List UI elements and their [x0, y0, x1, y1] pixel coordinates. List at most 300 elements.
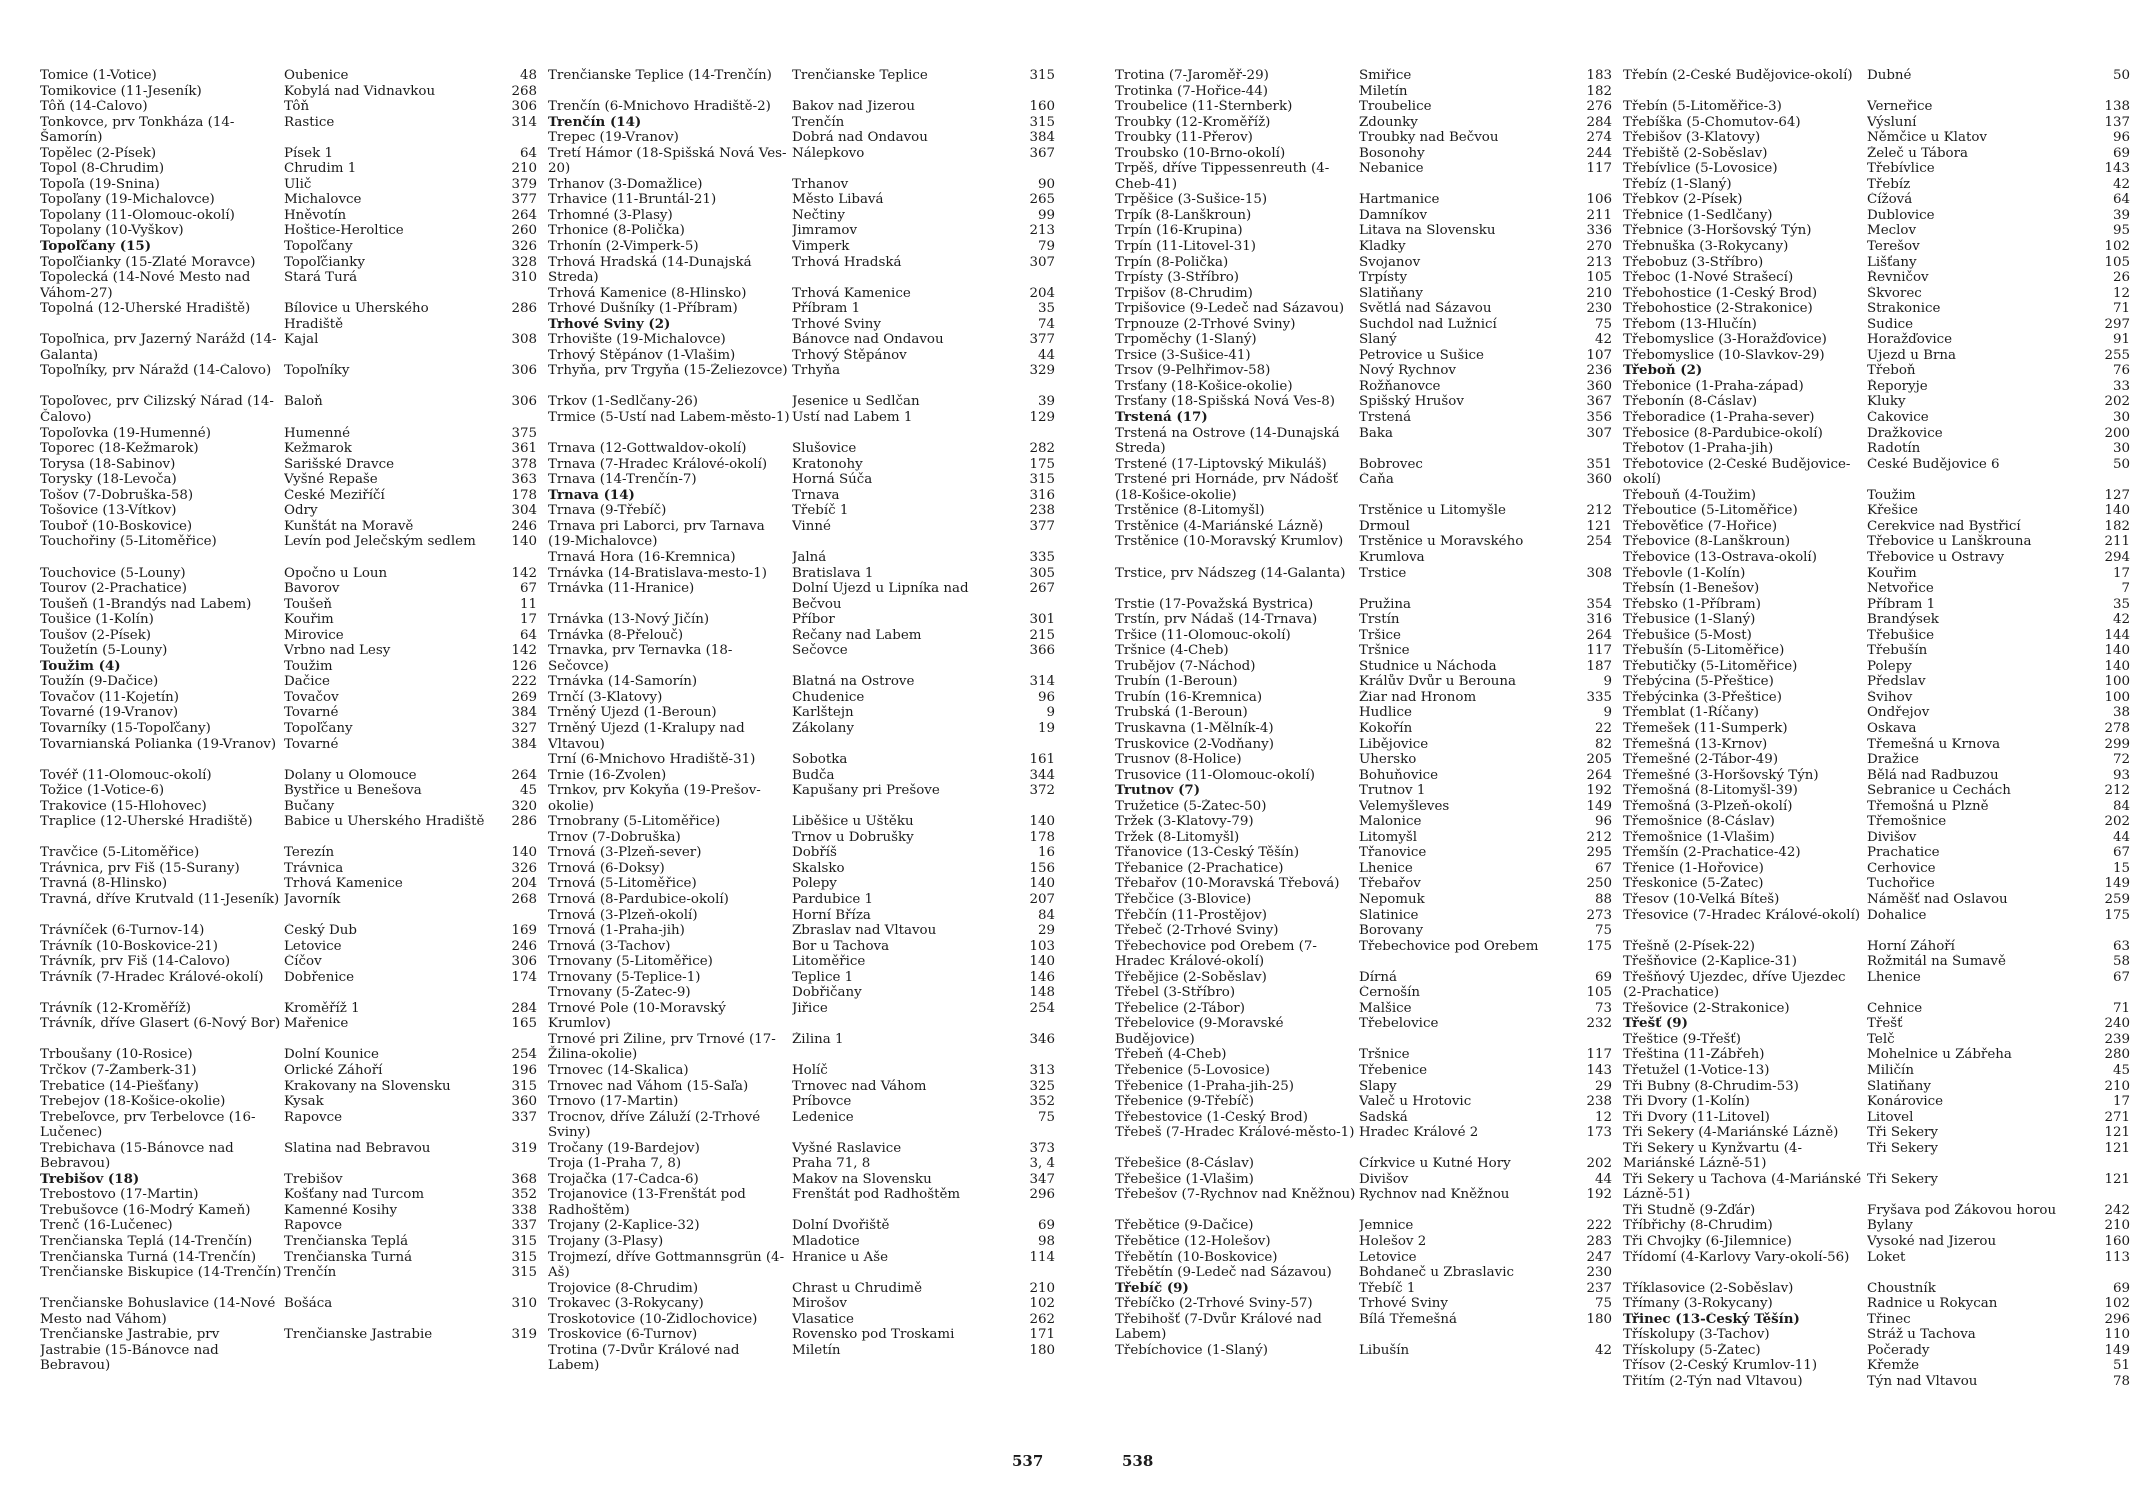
place-name: Třebomyslice (3-Horažďovice) — [1623, 332, 1827, 348]
post-office: Litovel — [1867, 1109, 1914, 1125]
index-entry — [40, 255, 537, 271]
page-reference: 117 — [1586, 1047, 1612, 1063]
page-reference: 315 — [511, 1078, 537, 1094]
place-name: Třeštice (9-Třešť) — [1623, 1031, 1741, 1047]
page-reference: 91 — [2112, 332, 2130, 348]
post-office: Libušín — [1359, 1342, 1410, 1358]
index-entry — [40, 597, 537, 613]
page-reference: 367 — [1029, 145, 1055, 161]
post-office: Toušeň — [284, 596, 332, 612]
post-office: Slatina nad Bebravou — [284, 1140, 431, 1156]
index-entry — [548, 99, 1055, 115]
index-entry — [40, 161, 537, 177]
page-reference: 264 — [511, 767, 537, 783]
place-name: Trnčí (3-Klatovy) — [548, 689, 663, 705]
index-entry — [548, 954, 1055, 970]
place-name: Trubská (1-Beroun) — [1115, 705, 1248, 721]
page-reference: 173 — [1586, 1125, 1612, 1141]
post-office: Topoľčany — [284, 239, 353, 255]
page-reference: 90 — [1037, 176, 1055, 192]
index-entry — [548, 255, 1055, 286]
place-name: Trpěšice (3-Sušice-15) — [1115, 192, 1268, 208]
index-entry — [40, 1250, 537, 1266]
index-entry — [1623, 892, 2130, 908]
place-name: Třebětín (9-Ledeč nad Sázavou) — [1115, 1265, 1332, 1281]
place-name: Trnava (7-Hradec Králové-okolí) — [548, 456, 768, 472]
index-entry — [40, 566, 537, 582]
index-entry — [1623, 1296, 2130, 1312]
post-office: Nebanice — [1359, 161, 1424, 177]
post-office: Třebíz — [1867, 176, 1911, 192]
page-reference: 38 — [2112, 705, 2130, 721]
place-name: Třebovice (13-Ostrava-okolí) — [1623, 549, 1817, 565]
index-entry — [1623, 1047, 2130, 1063]
index-entry — [1623, 550, 2130, 566]
page-reference: 44 — [1594, 1171, 1612, 1187]
index-entry — [548, 146, 1055, 177]
place-name: Třitím (2-Týn nad Vltavou) — [1623, 1373, 1803, 1389]
index-entry — [40, 115, 537, 146]
page-reference: 213 — [1586, 254, 1612, 270]
index-entry — [40, 192, 537, 208]
page-reference: 67 — [2112, 845, 2130, 861]
post-office: Náměšť nad Oslavou — [1867, 891, 2008, 907]
page-reference: 69 — [1594, 969, 1612, 985]
place-name: Tršnice (4-Cheb) — [1115, 643, 1229, 659]
post-office: Trstice — [1359, 565, 1407, 581]
index-entry — [1115, 317, 1612, 333]
page-reference: 196 — [511, 1063, 537, 1078]
place-name: Třemešné (3-Horšovský Týn) — [1623, 767, 1819, 783]
post-office: Kouřim — [1867, 565, 1917, 581]
post-office: Slatiňany — [1867, 1078, 1931, 1094]
post-office: Vlasatice — [792, 1311, 854, 1327]
post-office: Studnice u Náchoda — [1359, 658, 1497, 674]
place-name: Trhová Kamenice (8-Hlinsko) — [548, 285, 747, 301]
index-entry — [40, 99, 537, 115]
index-entry — [40, 301, 537, 332]
post-office: Zbraslav nad Vltavou — [792, 923, 937, 939]
index-entry — [1623, 752, 2130, 768]
page-reference: 255 — [2104, 347, 2130, 363]
place-name: Trnová (8-Pardubice-okolí) — [548, 891, 729, 907]
page-reference: 310 — [511, 1296, 537, 1312]
page-reference: 30 — [2112, 410, 2130, 426]
index-entry — [1115, 1016, 1612, 1047]
place-name: Toušice (1-Kolín) — [40, 612, 154, 628]
index-entry — [40, 768, 537, 784]
place-name: Třebověťice (7-Hořice) — [1623, 518, 1778, 534]
post-office: Damníkov — [1359, 207, 1428, 223]
page-reference: 117 — [1586, 643, 1612, 659]
place-name: Třemšín (2-Prachatice-42) — [1623, 845, 1801, 861]
place-name: Trhomné (3-Plasy) — [548, 207, 673, 223]
post-office: Trenčín — [284, 1265, 337, 1281]
post-office: Dublovice — [1867, 207, 1935, 223]
place-name: Troja (1-Praha 7, 8) — [548, 1156, 682, 1172]
page-reference: 384 — [1029, 130, 1055, 146]
index-entry — [1115, 1218, 1612, 1234]
index-entry — [40, 68, 537, 84]
place-name: Trnovany (5-Litoměřice) — [548, 954, 713, 970]
page-reference: 299 — [2104, 736, 2130, 752]
post-office: Trhová Hradská — [792, 254, 902, 270]
place-name: Trhovište (19-Michalovce) — [548, 332, 726, 348]
page-reference: 212 — [1586, 829, 1612, 845]
place-name: Třemošnice (8-Čáslav) — [1623, 814, 1775, 830]
page-reference: 315 — [1029, 472, 1055, 488]
place-name: Trstené pri Hornáde, prv Nádošť (18-Košice-okolie) — [1115, 472, 1338, 503]
place-name: Třebotov (1-Praha-jih) — [1623, 441, 1774, 457]
page-reference: 95 — [2112, 223, 2130, 239]
place-name: Trnové pri Žiline, prv Trnové (17-Žilina-okolie) — [548, 1031, 776, 1063]
place-name: Třebihošť (7-Dvůr Králové nad Labem) — [1115, 1311, 1322, 1343]
index-entry — [548, 970, 1055, 986]
place-name: Třebom (13-Hlučín) — [1623, 316, 1757, 332]
page-reference: 180 — [1029, 1342, 1055, 1358]
index-entry — [1115, 768, 1612, 784]
page-reference: 149 — [1586, 798, 1612, 814]
page-reference: 106 — [1586, 192, 1612, 208]
index-entry — [40, 643, 537, 659]
post-office: Dolany u Olomouce — [284, 767, 417, 783]
page-reference: 182 — [1586, 83, 1612, 99]
place-name: Třebkov (2-Písek) — [1623, 192, 1743, 208]
post-office: Teplice 1 — [792, 969, 854, 985]
page-reference: 174 — [511, 969, 537, 985]
post-office: Ondřejov — [1867, 705, 1930, 721]
place-name: Trnavá Hora (16-Kremnica) — [548, 549, 736, 565]
index-entry — [1623, 410, 2130, 426]
place-name: Topolecká (14-Nové Mesto nad Váhom-27) — [40, 270, 251, 301]
index-entry — [548, 892, 1055, 908]
index-entry — [40, 939, 537, 955]
page-reference: 238 — [1029, 503, 1055, 519]
page-reference: 308 — [1586, 565, 1612, 581]
post-office: Hartmanice — [1359, 192, 1440, 208]
page-reference: 205 — [1586, 752, 1612, 768]
post-office: Zákolany — [792, 720, 854, 736]
post-office: Michalovce — [284, 192, 362, 208]
page-reference: 165 — [511, 1016, 537, 1032]
place-name: Trpoměchy (1-Slaný) — [1115, 332, 1257, 348]
page-reference: 35 — [1037, 301, 1055, 317]
place-name: Třebenice (9-Třebíč) — [1115, 1094, 1254, 1110]
post-office: Trnava — [792, 487, 840, 503]
index-entry — [548, 1032, 1055, 1063]
index-entry — [548, 472, 1055, 488]
post-office: Dobrá nad Ondavou — [792, 130, 928, 146]
page-reference: 140 — [2104, 503, 2130, 519]
post-office: Divišov — [1359, 1171, 1409, 1187]
post-office: Sečovce — [792, 643, 848, 659]
place-name: Třebestovice (1-Český Brod) — [1115, 1109, 1308, 1125]
page-reference: 146 — [1029, 969, 1055, 985]
index-entry — [548, 1312, 1055, 1328]
place-name: Třebsín (1-Benešov) — [1623, 581, 1760, 597]
place-name: Trusnov (8-Holice) — [1115, 752, 1242, 768]
post-office: Tršnice — [1359, 1047, 1410, 1063]
post-office: Šarišské Dravce — [284, 456, 394, 472]
place-name: Trboušany (10-Rosice) — [40, 1047, 193, 1063]
index-entry — [1115, 1265, 1612, 1281]
post-office: Trávnica — [284, 860, 344, 876]
index-entry — [548, 985, 1055, 1001]
place-name: Tříbřichy (8-Chrudim) — [1623, 1218, 1773, 1234]
index-entry — [40, 472, 537, 488]
page-reference: 278 — [2104, 720, 2130, 736]
page-reference: 375 — [511, 425, 537, 441]
index-entry — [1115, 68, 1612, 84]
page-reference: 360 — [511, 1094, 537, 1110]
place-name: Třešňový Újezdec, dříve Újezdec (2-Prachatice) — [1623, 969, 1846, 1001]
post-office: Fryšava pod Žákovou horou — [1867, 1202, 2057, 1218]
post-office: Žiar nad Hronom — [1359, 689, 1477, 705]
index-entry — [1115, 939, 1612, 970]
post-office: Trenčianska Teplá — [284, 1234, 409, 1250]
place-name: Třebčín (11-Prostějov) — [1115, 907, 1267, 923]
page-reference: 12 — [1594, 1109, 1612, 1125]
index-entry — [40, 1187, 537, 1203]
place-name: Třebelovice (9-Moravské Budějovice) — [1115, 1016, 1284, 1047]
place-name: Třebětice (12-Holešov) — [1115, 1234, 1271, 1250]
post-office: Javorník — [284, 891, 341, 907]
place-name: Třeboutice (5-Litoměřice) — [1623, 503, 1798, 519]
post-office: Slaný — [1359, 332, 1397, 348]
post-office: Čaňa — [1359, 472, 1394, 488]
place-name: Trenčianska Turná (14-Trenčín) — [40, 1249, 257, 1265]
index-entry — [1115, 628, 1612, 644]
post-office: Humenné — [284, 425, 351, 441]
place-name: Trebichava (15-Bánovce nad Bebravou) — [40, 1140, 234, 1172]
index-entry — [548, 1327, 1055, 1343]
post-office: Topoľčany — [284, 720, 353, 736]
place-name: Troubsko (10-Brno-okolí) — [1115, 145, 1286, 161]
page-reference: 17 — [2112, 1094, 2130, 1110]
place-name: Třebonice (1-Praha-západ) — [1623, 378, 1804, 394]
post-office: Bosonohy — [1359, 145, 1425, 161]
place-name: Trotina (7-Jaroměř-29) — [1115, 68, 1269, 83]
index-entry — [1623, 177, 2130, 193]
page-reference: 64 — [519, 145, 537, 161]
page-number: 538 — [1122, 1452, 1154, 1470]
index-entry — [1623, 628, 2130, 644]
post-office: Tovarné — [284, 705, 339, 721]
index-entry — [1623, 1250, 2130, 1281]
index-entry — [1623, 441, 2130, 457]
index-entry — [1623, 939, 2130, 955]
index-entry — [548, 1172, 1055, 1188]
post-office: Loket — [1867, 1249, 1906, 1265]
page-reference: 45 — [2112, 1063, 2130, 1078]
index-entry — [40, 1063, 537, 1079]
page-reference: 294 — [2104, 549, 2130, 565]
page-reference: 96 — [1037, 689, 1055, 705]
post-office: Meclov — [1867, 223, 1917, 239]
index-entry — [548, 845, 1055, 861]
index-entry — [1623, 1327, 2130, 1343]
place-name: Trhonín (2-Vimperk-5) — [548, 239, 699, 255]
index-entry — [1115, 1094, 1612, 1110]
index-entry — [548, 643, 1055, 674]
page-reference: 35 — [2112, 596, 2130, 612]
index-entry — [1115, 1079, 1612, 1095]
index-entry — [548, 441, 1055, 457]
post-office: Horní Bříza — [792, 907, 871, 923]
place-name: Toporec (18-Kežmarok) — [40, 441, 199, 457]
index-entry — [40, 1001, 537, 1017]
place-name: Trpišovice (9-Ledeč nad Sázavou) — [1115, 301, 1345, 317]
place-name: Trebušovce (16-Modrý Kameň) — [40, 1202, 251, 1218]
page-reference: 315 — [511, 1249, 537, 1265]
post-office: Slatinice — [1359, 907, 1419, 923]
post-office: Světlá nad Sázavou — [1359, 301, 1492, 317]
index-entry — [548, 239, 1055, 255]
place-name: Trnovany (5-Žatec-9) — [548, 985, 691, 1001]
place-name: Trávník, dříve Glasert (6-Nový Bor) — [40, 1016, 281, 1032]
post-office: Oskava — [1867, 720, 1917, 736]
post-office: Sebranice u Čechách — [1867, 783, 2011, 799]
place-name: Trstené (17-Liptovský Mikuláš) — [1115, 456, 1327, 472]
post-office: Dobřičany — [792, 985, 862, 1001]
post-office: Číčov — [284, 954, 322, 970]
index-entry — [40, 270, 537, 301]
page-reference: 22 — [1594, 720, 1612, 736]
place-name: Tři Studně (9-Žďár) — [1623, 1202, 1756, 1218]
index-entry — [548, 410, 1055, 441]
index-entry — [1115, 472, 1612, 503]
place-name: Trstěnice (10-Moravský Krumlov) — [1115, 534, 1344, 550]
page-reference: 75 — [1594, 1296, 1612, 1312]
page-reference: 210 — [511, 161, 537, 177]
place-name: Třemešné (2-Tábor-49) — [1623, 752, 1779, 768]
index-column — [1115, 68, 1612, 1358]
post-office: Trnovec nad Váhom — [792, 1078, 927, 1094]
post-office: Lhenice — [1867, 969, 1921, 985]
post-office: Trutnov 1 — [1359, 783, 1426, 799]
index-entry — [1115, 208, 1612, 224]
index-entry — [548, 752, 1055, 768]
post-office: Makov na Slovensku — [792, 1171, 932, 1187]
page-reference: 16 — [1037, 845, 1055, 861]
index-entry — [40, 1327, 537, 1374]
page-reference: 42 — [2112, 176, 2130, 192]
page-reference: 254 — [511, 1047, 537, 1063]
place-name: Tršice (11-Olomouc-okolí) — [1115, 627, 1291, 643]
index-entry — [1623, 270, 2130, 286]
post-office: Pružina — [1359, 596, 1411, 612]
page-reference: 202 — [1586, 1156, 1612, 1172]
post-office: Čížová — [1867, 192, 1913, 208]
place-name: Trnávka (14-Bratislava-mesto-1) — [548, 565, 767, 581]
place-name: Trnobrany (5-Litoměřice) — [548, 814, 721, 830]
place-name: Trojanovice (13-Frenštát pod Radhoštěm) — [548, 1187, 746, 1218]
post-office: Sadská — [1359, 1109, 1408, 1125]
index-entry — [548, 1141, 1055, 1157]
page-reference: 384 — [511, 705, 537, 721]
index-entry — [1115, 115, 1612, 131]
page-reference: 100 — [2104, 689, 2130, 705]
post-office: Horažďovice — [1867, 332, 1953, 348]
place-name: Topoľčany (15) — [40, 239, 152, 255]
post-office: Radotín — [1867, 441, 1921, 457]
index-entry — [40, 394, 537, 425]
page-reference: 378 — [511, 456, 537, 472]
post-office: Cerhovice — [1867, 860, 1936, 876]
place-name: Tržek (8-Litomyšl) — [1115, 829, 1240, 845]
place-name: Truskavna (1-Mělník-4) — [1115, 720, 1274, 736]
index-entry — [1115, 923, 1612, 939]
page-reference: 315 — [1029, 114, 1055, 130]
post-office: Choustník — [1867, 1280, 1936, 1296]
post-office: Bratislava 1 — [792, 565, 874, 581]
place-name: Trenčín (6-Mnichovo Hradiště-2) — [548, 99, 771, 115]
page-reference: 222 — [1586, 1218, 1612, 1234]
index-entry — [548, 332, 1055, 348]
index-entry — [1115, 255, 1612, 271]
page-reference: 48 — [519, 68, 537, 83]
post-office: Litava na Slovensku — [1359, 223, 1496, 239]
page-reference: 239 — [2104, 1031, 2130, 1047]
index-entry — [548, 1063, 1055, 1079]
page-reference: 240 — [2104, 1016, 2130, 1032]
index-entry — [40, 503, 537, 519]
index-entry — [548, 939, 1055, 955]
page-reference: 11 — [519, 596, 537, 612]
page-reference: 93 — [2112, 767, 2130, 783]
page-reference: 105 — [2104, 254, 2130, 270]
page-reference: 76 — [2112, 363, 2130, 379]
index-entry — [40, 674, 537, 690]
page-reference: 175 — [1029, 456, 1055, 472]
page-reference: 7 — [2121, 581, 2130, 597]
page-reference: 50 — [2112, 68, 2130, 83]
page-reference: 75 — [1037, 1109, 1055, 1125]
place-name: Topolany (10-Vyškov) — [40, 223, 184, 239]
index-entry — [1115, 1125, 1612, 1156]
post-office: Uhersko — [1359, 752, 1417, 768]
place-name: Toužín (9-Dačice) — [40, 674, 159, 690]
place-name: Trnava (14) — [548, 487, 635, 503]
index-entry — [1115, 970, 1612, 986]
index-entry — [1623, 223, 2130, 239]
place-name: Třebušín (5-Litoměřice) — [1623, 643, 1785, 659]
place-name: Trní (6-Mnichovo Hradiště-31) — [548, 752, 756, 768]
place-name: Tošov (7-Dobruška-58) — [40, 487, 194, 503]
page-reference: 200 — [2104, 425, 2130, 441]
index-entry — [1623, 239, 2130, 255]
index-entry — [548, 1187, 1055, 1218]
place-name: Třemešná (13-Krnov) — [1623, 736, 1768, 752]
post-office: Vinné — [792, 518, 831, 534]
index-entry — [1623, 426, 2130, 442]
page-reference: 156 — [1029, 860, 1055, 876]
post-office: Trhyňa — [792, 363, 841, 379]
post-office: Kajal — [284, 332, 319, 348]
page-reference: 160 — [2104, 1234, 2130, 1250]
post-office: Letovice — [284, 938, 342, 954]
page-reference: 113 — [2104, 1249, 2130, 1265]
post-office: Kratonohy — [792, 456, 863, 472]
post-office: Terezín — [284, 845, 335, 861]
page-reference: 296 — [2104, 1311, 2130, 1327]
index-entry — [1623, 1141, 2130, 1172]
index-entry — [548, 457, 1055, 473]
place-name: Třebíč (9) — [1115, 1280, 1189, 1296]
page-reference: 286 — [511, 814, 537, 830]
post-office: Malonice — [1359, 814, 1422, 830]
page-reference: 148 — [1029, 985, 1055, 1001]
